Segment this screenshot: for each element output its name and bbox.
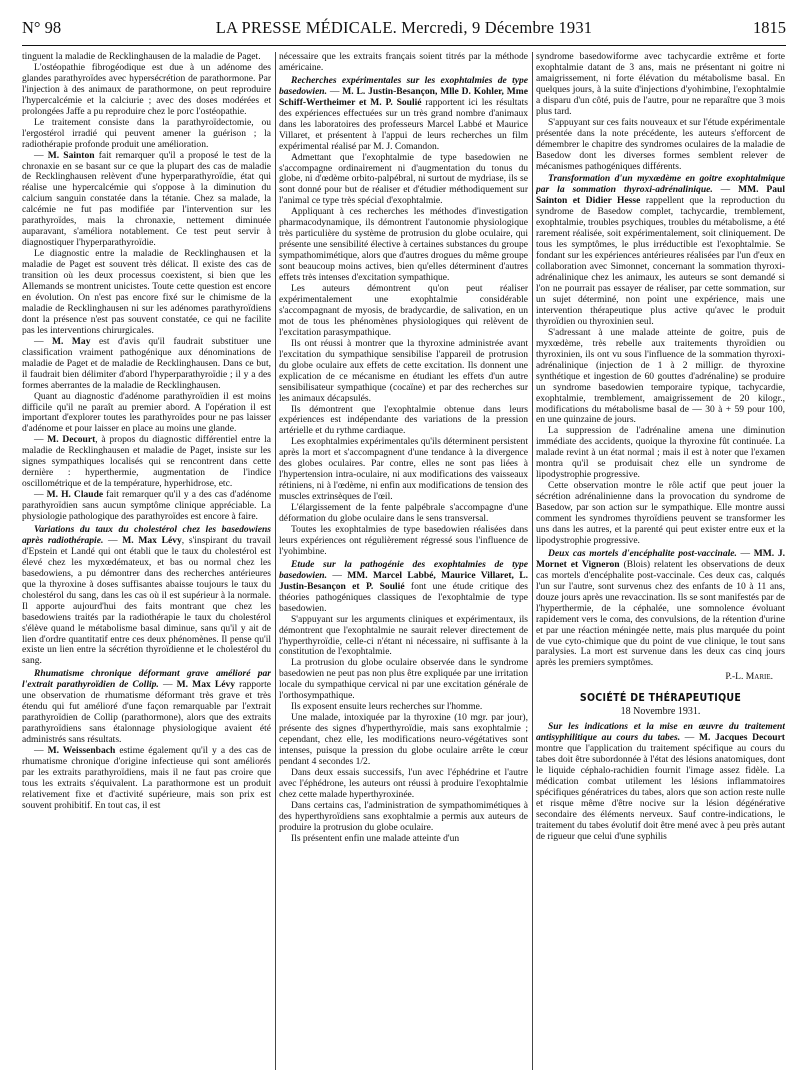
paragraph: Cette observation montre le rôle actif que peut jouer la sécrétion adrénalinienne dans la provocation du syndrome de Basedow, par son action sur le sympathique. Elle montre aussi comment les syndromes thyroïdiens peuvent se transformer les uns dans les autres, et la parenté qui peut exister entre eux et la lipodystrophie progressive.	[536, 480, 785, 546]
paragraph: Quant au diagnostic d'adénome parathyroïdien il est moins difficile qu'il ne paraît au premier abord. A l'opération il est important d'explorer toutes les parathyroïdes pour ne pas laisser d'adénome et pour laisser en place au moins une glande.	[22, 390, 271, 435]
article-heading: Etude sur la pathogénie des exophtalmies de type basedowien.	[279, 558, 528, 581]
paragraph: — M. Weissenbach estime également qu'il y a des cas de rhumatisme chronique d'origine infectieuse qui sont améliorés par les extraits parathyroïdiens, mais il ne faut pas croire que tous les extraits s'équivalent. La parathormone est un produit relativement fixe et d'activité supérieure, mais son prix est souvent prohibitif. En tout cas, il est	[22, 745, 271, 811]
column-rule	[271, 52, 279, 1070]
paragraph-text: est d'avis qu'il faudrait substituer une classification vraiment pathogénique aux dénominations de maladie de Paget et de maladie de Recklinghausen. Dans ce but, il faudrait bien délimiter d'abord l'hyperparathyroïdie ; il y a des formes aberrantes de la maladie de Recklinghausen.	[22, 335, 271, 391]
paragraph-text: rapporte une observation de rhumatisme déformant très grave et très étendu qui fut amélioré d'une façon remarquable par l'extrait parathyroïdien de Collip (parathormone), alors que des extraits parathyroïdiens sans étalonnage physiologique avaient été administrés sans résultats.	[22, 679, 271, 746]
paragraph: Une malade, intoxiquée par la thyroxine (10 mgr. par jour), présente des signes d'hyperthyroïdie, mais sans exophtalmie ; cependant, chez elle, les modifications neuro-végétatives sont intenses, puisque la pression du globe oculaire arrête le cœur pendant 4 secondes 1/2.	[279, 712, 528, 767]
paragraph: — M. Sainton fait remarquer qu'il a proposé le test de la chronaxie en se basant sur ce que la plupart des cas de maladie de Recklinghausen relèvent d'une hyperparathyroïdie, état qui réalise une hypercalcémie qui s'oppose à la diminution du calcium sanguin constatée dans la tétanie. Chez sa malade, la calcémie ne fut pas modifiée par l'intervention sur les parathyroïdes, mais la chronaxie, nettement diminuée auparavant, s'améliora notablement. Ce test peut servir à diagnostiquer l'hyperparathyroïdie.	[22, 149, 271, 249]
paragraph: — M. Decourt, à propos du diagnostic différentiel entre la maladie de Recklinghausen et maladie de Paget, insiste sur les signes sympathiques localisés qui se rencontrent dans cette dernière : hyperthermie, augmentation de l'indice oscillométrique et de la température, hyperhidrose, etc.	[22, 434, 271, 490]
paragraph: syndrome basedowiforme avec tachycardie extrême et forte exophtalmie datant de 3 ans, mais ne présentant ni goitre ni amaigrissement, ni forte élévation du métabolisme basal. En quelques jours, à la suite d'injections d'yohimbine, l'exophtalmie a disparu d'un côté, puis de l'autre, pour ne reparaître que 3 mois plus tard.	[536, 52, 785, 117]
paragraph: Les auteurs démontrent qu'on peut réaliser expérimentalement une exophtalmie considérable s'accompagnant de myosis, de bradycardie, de salivation, en un mot de tous les phénomènes physiologiques qui relèvent de l'excitation parasympathique.	[279, 283, 528, 338]
paragraph: La suppression de l'adrénaline amena une diminution immédiate des accidents, quoique la thyroxine fût continuée. La malade revint à un état normal ; mais il est à noter que l'examen montra qu'il se produisait chez elle un syndrome de lipodystrophie progressive.	[536, 425, 785, 481]
paragraph: Ils ont réussi à montrer que la thyroxine administrée avant l'excitation du sympathique sensibilise l'appareil de protrusion du globe oculaire aux effets de cette excitation. Ils donnent une explication de ce mécanisme en étudiant les effets d'un autre sensibilisateur sympathique (cocaïne) et par des recherches sur les animaux décapsulés.	[279, 337, 528, 404]
paragraph: Ils exposent ensuite leurs recherches sur l'homme.	[291, 701, 483, 713]
paragraph: Toutes les exophtalmies de type basedowien réalisées dans leurs expériences ont régulièrement régressé sous l'influence de l'yohimbine.	[279, 523, 528, 557]
header-rule	[22, 45, 786, 46]
paragraph: La protrusion du globe oculaire observée dans le syndrome basedowien ne peut pas non plus être expliquée par une irritation locale du sympathique cervical ni par une excitation générale de l'orthosympathique.	[279, 657, 528, 702]
column-3	[536, 52, 785, 1070]
paragraph: Appliquant à ces recherches les méthodes d'investigation pharmacodynamique, ils démontrent l'autonomie physiologique très particulière du système de protrusion du globe oculaire, qui présente une sensibilité élective à certaines substances du groupe sympathomimétique, alors que d'autres drogues du même groupe sont beaucoup moins actives, bien qu'elles déterminent d'autres effets très intenses d'excitation sympathique.	[279, 206, 528, 284]
session-date: 18 Novembre 1931.	[620, 706, 701, 718]
article-heading: Sur les indications et la mise en œuvre du traitement antisyphilitique au cours du tabes.	[536, 721, 785, 744]
article-heading: Deux cas mortels d'encéphalite post-vaccinale.	[548, 547, 737, 559]
paragraph: nécessaire que les extraits français soient titrés par la méthode américaine.	[279, 52, 528, 73]
paragraph-text: (Blois) relatent les observations de deux cas mortels d'encéphalite post-vaccinale. Ces deux cas, calqués l'un sur l'autre, sont survenus chez des enfants de 10 à 11 ans, douze jours après une revaccination. Ils se sont manifestés par de l'hyperthermie, de la céphalée, une somnolence évoluant rapidement vers le coma, des convulsions, de la rétention d'urine et par une réaction méningée nette, mais plus marquée du point de vue cyto-chimique que du point de vue clinique, le tout sans paralysies. La mort est survenue dans les deux cas cinq jours après les premiers symptômes.	[536, 558, 785, 669]
paragraph: Les exophtalmies expérimentales qu'ils déterminent persistent après la mort et s'accompagnent d'une tendance à la divergence des globes oculaires. Par contre, elles ne sont pas liées à l'hypertension intra-oculaire, ni aux modifications des vaisseaux rétiniens, ni à l'œdème, ni enfin aux modifications de tension des muscles extrinsèques de l'œil.	[279, 436, 528, 503]
page-header	[22, 18, 786, 40]
paragraph-text: fait remarquer qu'il a proposé le test de la chronaxie en se basant sur ce que la plupart des cas de maladie de Recklinghausen relèvent d'une hyperparathyroïdie, état qui réalise une hypercalcémie qui s'oppose à la diminution du calcium sanguin constatée dans la tétanie. Chez sa malade, la calcémie ne fut pas modifiée par l'intervention sur les parathyroïdes, mais la chronaxie, nettement diminuée auparavant, s'améliora notablement. Ce test peut servir à diagnostiquer l'hyperparathyroïdie.	[22, 149, 271, 249]
column-1	[22, 52, 271, 1070]
speaker-name: M. H. Claude	[46, 489, 104, 501]
article: Etude sur la pathogénie des exophtalmies de type basedowien. — MM. Marcel Labbé, Maurice Villaret, L. Justin-Besançon et P. Soulié font une étude critique des théories pathogéniques classiques de l'exophtalmie de type basedowien.	[279, 558, 528, 614]
paragraph: — M. H. Claude fait remarquer qu'il y a des cas d'adénome parathyroïdien sans aucun symptôme clinique appréciable. La physiologie pathologique des parathyroïdes est encore à faire.	[22, 489, 271, 523]
columns	[22, 52, 786, 1070]
issue-number: N° 98	[22, 18, 62, 37]
paragraph: L'ostéopathie fibrogéodique est due à un adénome des glandes parathyroïdes avec hypersécrétion de parathormone. Par l'injection à des animaux de parathormone, on peut reproduire l'hypercalcémie et la calciurie ; avec des doses modérées et prolongées Jaffe a pu reproduire chez le porc l'ostéopathie.	[22, 61, 271, 117]
page-number: 1815	[753, 18, 786, 37]
article-heading: Transformation d'un myxœdème en goitre exophtalmique par la sommation thyroxi-adrénalinique.	[536, 173, 785, 196]
paragraph-text: rappellent que la reproduction du syndrome de Basedow complet, tachycardie, tremblement, exophtalmie, troubles psychiques, troubles du métabolisme, a été rarement réalisée, soit expérimentalement, soit cliniquement. De tous les symptômes, le plus irréductible est l'exophtalmie. Se fondant sur les expériences antérieures réalisées par l'un d'eux en collaboration avec Simonnet, concernant la sommation thyroxi-adrénalinique chez les animaux, les auteurs se sont demandé si l'on ne pourrait pas essayer de réaliser, par cette sommation, sur un sujet déterminé, non point une expérience, mais une intervention thérapeutique plus active qu'avec le produit thyroïdien ou thyroxinien seul.	[536, 195, 785, 327]
article: Deux cas mortels d'encéphalite post-vaccinale. — MM. J. Mornet et Vigneron (Blois) relatent les observations de deux cas mortels d'encéphalite post-vaccinale. Ces deux cas, calqués l'un sur l'autre, sont survenus chez des enfants de 10 à 11 ans, douze jours après une revaccination. Ils se sont manifestés par de l'hyperthermie, de la céphalée, une somnolence évoluant rapidement vers le coma, des convulsions, de la rétention d'urine et par une réaction méningée nette, mais plus marquée du point de vue cyto-chimique que du point de vue clinique, le tout sans paralysies. La mort est survenue dans les deux cas cinq jours après les premiers symptômes.	[536, 547, 785, 669]
author-signature: P.-L. Marie.	[725, 671, 773, 683]
speaker-name: M. Decourt	[47, 434, 96, 446]
speaker-name: MM. J. Mornet et Vigneron	[536, 547, 785, 570]
speaker-name: MM. Marcel Labbé, Maurice Villaret, L. Justin-Besançon et P. Soulié	[279, 569, 528, 592]
speaker-name: M. L. Justin-Besançon, Mlle D. Kohler, Mme Schiff-Wertheimer et M. P. Soulié	[279, 85, 528, 108]
speaker-name: M. Sainton	[47, 149, 95, 161]
paragraph: Le diagnostic entre la maladie de Recklinghausen et la maladie de Paget est souvent très délicat. Il existe des cas de transition où les deux processus coexistent, si bien que les Allemands se montrent unicistes. Toute cette question est encore en évolution. On n'est pas encore fixé sur le chimisme de la maladie de Recklinghausen ni sur les adénomes parathyroïdiens dont la présence n'est pas souvent constatée, ce qui ne facilite pas les interventions chirurgicales.	[22, 248, 271, 336]
paragraph-text: font une étude critique des théories pathogéniques classiques de l'exophtalmie de type basedowien.	[279, 580, 528, 614]
paragraph-text: rapportent ici les résultats des expériences effectuées sur un très grand nombre d'animaux dans les laboratoires des professeurs Marcel Labbé et Maurice Villaret, et présentent à l'appui de leurs recherches un film expérimental réalisé par M. J. Comandon.	[279, 96, 528, 152]
paragraph: Le traitement consiste dans la parathyroïdectomie, ou l'ergostérol irradié qui peuvent amener la guérison ; la radiothérapie profonde produit une amélioration.	[22, 116, 271, 150]
article-heading: Variations du taux du cholestérol chez les basedowiens après radiothérapie.	[22, 523, 271, 546]
newspaper-page	[22, 18, 786, 1070]
article: Variations du taux du cholestérol chez les basedowiens après radiothérapie. — M. Max Lévy, s'inspirant du travail d'Epstein et Landé qui ont établi que le taux du cholestérol est élevé chez les myxœdémateux, et bas ou normal chez les basedowiens, a pu démontrer dans des recherches antérieures que la thyroxine à doses suffisantes abaisse toujours le taux du cholestérol du sang, dans les cas où il est supérieur à la normale. Il apporte aujourd'hui des faits montrant que chez les basedowiens traités par la radiothérapie le taux du cholestérol s'élève quand le métabolisme basal diminue, sans qu'il y ait de lien d'ordre quantitatif entre ces deux phénomènes. Il pense qu'il existe un lien entre la sécrétion thyroïdienne et le cholestérol du sang.	[22, 523, 271, 667]
paragraph: Dans deux essais successifs, l'un avec l'éphédrine et l'autre avec l'éphédrone, les auteurs ont réussi à produire l'exophtalmie chez cette malade hyperthyroxinée.	[279, 766, 528, 800]
section-heading: SOCIÉTÉ DE THÉRAPEUTIQUE	[579, 692, 742, 705]
column-rule	[528, 52, 536, 1070]
paragraph-text: estime également qu'il y a des cas de rhumatisme chronique d'origine infectieuse qui sont améliorés par les extraits parathyroïdiens, mais il ne faut pas croire que tous les extraits s'équivalent. La parathormone est un produit relativement fixe et d'activité supérieure, mais son prix est souvent prohibitif. En tout cas, il est	[22, 745, 271, 811]
paragraph: L'élargissement de la fente palpébrale s'accompagne d'une déformation du globe oculaire dans le sens transversal.	[279, 502, 528, 525]
paragraph-text: , à propos du diagnostic différentiel entre la maladie de Recklinghausen et maladie de Paget, insiste sur les signes sympathiques localisés qui se rencontrent dans cette dernière : hyperthermie, augmentation de l'indice oscillométrique et de la température, hyperhidrose, etc.	[22, 434, 271, 490]
paragraph: Admettant que l'exophtalmie de type basedowien ne s'accompagne ordinairement ni d'augmentation du tonus du globe, ni d'œdème orbito-palpébral, ni surtout de mydriase, ils se sont donné pour but de réaliser et d'étudier méthodiquement sur l'animal ce type très spécial d'exophtalmie.	[279, 151, 528, 207]
paragraph: S'adressant à une malade atteinte de goitre, puis de myxœdème, très rebelle aux traitements thyroïdien ou thyroxinien, ils ont vu sous l'influence de la sommation thyroxi-adrénalinique (injection de 1 à 2 milligr. de thyroxine synthétique et ingestion de 60 gouttes d'adrénaline) se produire un syndrome basedowien temporaire typique, tachycardie, exophtalmie, tremblement, amaigrissement de 20 kilogr., modifications du métabolisme basal de — 30 à + 59 pour 100, en une quinzaine de jours.	[536, 326, 785, 426]
paragraph-text: montre que l'application du traitement spécifique au cours du tabes doit être subordonnée à l'état des lésions anatomiques, dont le liquide céphalo-rachidien fournit l'image assez fidèle. La médication combat utilement les lésions inflammatoires spécifiques génératrices du tabes, alors que son action reste nulle et risque même d'être nocive sur la lésion dégénérative secondaire des éléments nerveux. Sauf contre-indications, le traitement du tabes évolutif doit être mené avec à peu près autant de rigueur que celui d'une syphilis	[536, 743, 785, 842]
speaker-name: M. Max Lévy	[176, 679, 236, 691]
paragraph: Dans certains cas, l'administration de sympathomimétiques à des hyperthyroïdiens sans exophtalmie a permis aux auteurs de produire la protrusion du globe oculaire.	[279, 799, 528, 833]
article: Rhumatisme chronique déformant grave amélioré par l'extrait parathyroïdien de Collip. — M. Max Lévy rapporte une observation de rhumatisme déformant très grave et très étendu qui fut amélioré d'une façon remarquable par l'extrait parathyroïdien de Collip (parathormone), alors que des extraits parathyroïdiens sans étalonnage physiologique avaient été administrés sans résultats.	[22, 668, 271, 746]
speaker-name: M. Weissenbach	[47, 745, 116, 757]
paragraph: — M. May est d'avis qu'il faudrait substituer une classification vraiment pathogénique aux dénominations de maladie de Paget et de maladie de Recklinghausen. Dans ce but, il faudrait bien délimiter d'abord l'hyperparathyroïdie ; il y a des formes aberrantes de la maladie de Recklinghausen.	[22, 335, 271, 391]
paragraph: Ils présentent enfin une malade atteinte d'un	[291, 832, 460, 844]
article: Transformation d'un myxœdème en goitre exophtalmique par la sommation thyroxi-adrénalinique. — MM. Paul Sainton et Didier Hesse rappellent que la reproduction du syndrome de Basedow complet, tachycardie, tremblement, exophtalmie, troubles psychiques, troubles du métabolisme, a été rarement réalisée, soit expérimentalement, soit cliniquement. De tous les symptômes, le plus irréductible est l'exophtalmie. Se fondant sur les expériences antérieures réalisées par l'un d'eux en collaboration avec Simonnet, concernant la sommation thyroxi-adrénalinique chez les animaux, les auteurs se sont demandé si l'on ne pourrait pas essayer de réaliser, par cette sommation, sur un sujet déterminé, non point une expérience, mais une intervention thérapeutique plus active qu'avec le produit thyroïdien ou thyroxinien seul.	[536, 173, 785, 327]
paragraph: tinguent la maladie de Recklinghausen de la maladie de Paget.	[22, 52, 261, 62]
article-heading: Rhumatisme chronique déformant grave amélioré par l'extrait parathyroïdien de Collip.	[22, 668, 271, 691]
speaker-name: M. Jacques Decourt	[699, 732, 785, 744]
paragraph: Ils démontrent que l'exophtalmie obtenue dans leurs expériences est indépendante des variations de la pression artérielle et du rythme cardiaque.	[279, 403, 528, 437]
journal-title: LA PRESSE MÉDICALE. Mercredi, 9 Décembre 1931	[215, 18, 593, 37]
paragraph: S'appuyant sur les arguments cliniques et expérimentaux, ils démontrent que l'exophtalmie ne saurait relever directement de l'hyperthyroïdie, celle-ci n'étant ni nécessaire, ni suffisante à la constitution de l'exophtalmie.	[279, 613, 528, 658]
article-heading: Recherches expérimentales sur les exophtalmies de type basedowien.	[279, 74, 528, 97]
paragraph-text: , s'inspirant du travail d'Epstein et Landé qui ont établi que le taux du cholestérol est élevé chez les myxœdémateux, et bas ou normal chez les basedowiens, a pu démontrer dans des recherches antérieures que la thyroxine à doses suffisantes abaisse toujours le taux du cholestérol du sang, dans les cas où il est supérieur à la normale. Il apporte aujourd'hui des faits montrant que chez les basedowiens traités par la radiothérapie le taux du cholestérol s'élève quand le métabolisme basal diminue, sans qu'il y ait de lien d'ordre quantitatif entre ces deux phénomènes. Il pense qu'il existe un lien entre la sécrétion thyroïdienne et le cholestérol du sang.	[22, 534, 271, 667]
speaker-name: M. Max Lévy	[122, 534, 182, 546]
article: Recherches expérimentales sur les exophtalmies de type basedowien. — M. L. Justin-Besançon, Mlle D. Kohler, Mme Schiff-Wertheimer et M. P. Soulié rapportent ici les résultats des expériences effectuées sur un très grand nombre d'animaux dans les laboratoires des professeurs Marcel Labbé et Maurice Villaret, et présentent à l'appui de leurs recherches un film expérimental réalisé par M. J. Comandon.	[279, 74, 528, 152]
column-2	[279, 52, 528, 1070]
paragraph: S'appuyant sur ces faits nouveaux et sur l'étude expérimentale présentée dans la note précédente, les auteurs s'efforcent de démembrer le chapitre des syndromes oculaires de la maladie de Basedow dont les diverses formes semblent relever de mécanismes pathogéniques différents.	[536, 116, 785, 172]
paragraph-text: fait remarquer qu'il y a des cas d'adénome parathyroïdien sans aucun symptôme clinique appréciable. La physiologie pathologique des parathyroïdes est encore à faire.	[22, 489, 271, 523]
article: Sur les indications et la mise en œuvre du traitement antisyphilitique au cours du tabes. — M. Jacques Decourt montre que l'application du traitement spécifique au cours du tabes doit être subordonnée à l'état des lésions anatomiques, dont le liquide céphalo-rachidien fournit l'image assez fidèle. La médication combat utilement les lésions inflammatoires spécifiques génératrices du tabes, alors que son action reste nulle et risque même d'être nocive sur la lésion dégénérative secondaire des éléments nerveux. Sauf contre-indications, le traitement du tabes évolutif doit être mené avec à peu près autant de rigueur que celui d'une syphilis	[536, 721, 785, 842]
speaker-name: MM. Paul Sainton et Didier Hesse	[536, 184, 785, 207]
speaker-name: M. May	[52, 335, 91, 347]
